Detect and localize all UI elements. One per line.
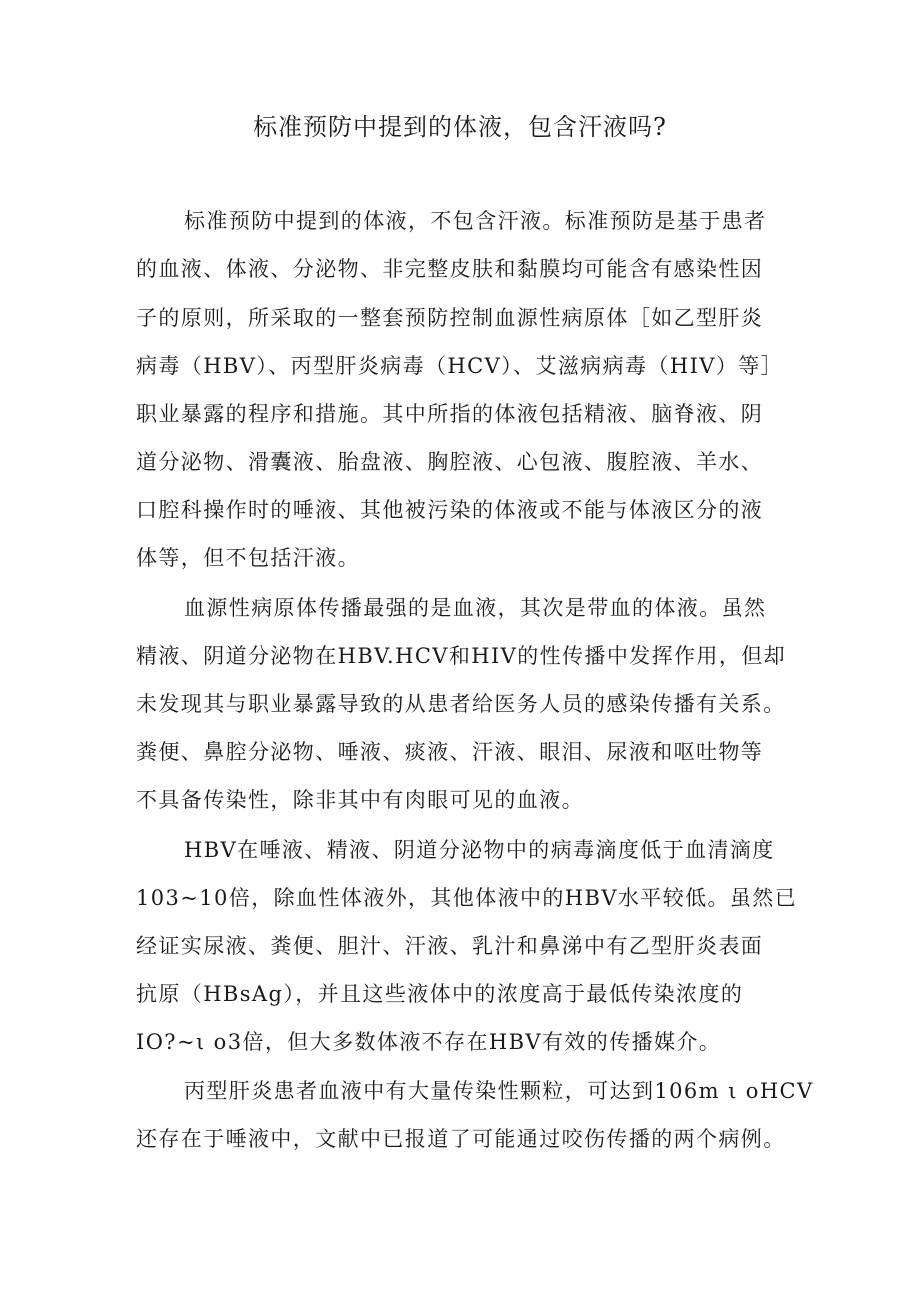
paragraph-2-line-5: 不具备传染性，除非其中有肉眼可见的血液。 [136, 788, 584, 812]
paragraph-3-line-4: 抗原（HBsAg），并且这些液体中的浓度高于最低传染浓度的 [136, 982, 744, 1006]
paragraph-2-line-1: 血源性病原体传播最强的是血液，其次是带血的体液。虽然 [184, 596, 767, 620]
paragraph-1-line-4: 病毒（HBV）、丙型肝炎病毒（HCV）、艾滋病病毒（HIV）等］ [136, 354, 784, 378]
paragraph-1-line-3: 子的原则，所采取的一整套预防控制血源性病原体［如乙型肝炎 [136, 306, 764, 330]
paragraph-3-line-1: HBV在唾液、精液、阴道分泌物中的病毒滴度低于血清滴度 [184, 838, 775, 862]
paragraph-1-line-5: 职业暴露的程序和措施。其中所指的体液包括精液、脑脊液、阴 [136, 402, 764, 426]
paragraph-2-line-4: 粪便、鼻腔分泌物、唾液、痰液、汗液、眼泪、尿液和呕吐物等 [136, 740, 764, 764]
paragraph-2-line-3: 未发现其与职业暴露导致的从患者给医务人员的感染传播有关系。 [136, 692, 786, 716]
document-title: 标准预防中提到的体液，包含汗液吗? [253, 113, 667, 141]
paragraph-3-line-3: 经证实尿液、粪便、胆汁、汗液、乳汁和鼻涕中有乙型肝炎表面 [136, 934, 764, 958]
paragraph-1-line-6: 道分泌物、滑囊液、胎盘液、胸腔液、心包液、腹腔液、羊水、 [136, 450, 764, 474]
paragraph-2-line-2: 精液、阴道分泌物在HBV.HCV和HIV的性传播中发挥作用，但却 [136, 644, 787, 668]
paragraph-3-line-5: IO?~ι o3倍，但大多数体液不存在HBV有效的传播媒介。 [136, 1030, 722, 1054]
paragraph-1-line-2: 的血液、体液、分泌物、非完整皮肤和黏膜均可能含有感染性因 [136, 257, 764, 281]
paragraph-4-line-1: 丙型肝炎患者血液中有大量传染性颗粒，可达到106m ι oHCV [184, 1079, 814, 1103]
paragraph-1-line-1: 标准预防中提到的体液，不包含汗液。标准预防是基于患者 [184, 209, 767, 233]
paragraph-1-line-7: 口腔科操作时的唾液、其他被污染的体液或不能与体液区分的液 [136, 498, 764, 522]
paragraph-4-line-2: 还存在于唾液中，文献中已报道了可能通过咬伤传播的两个病例。 [136, 1127, 786, 1151]
paragraph-3-line-2: 103~10倍，除血性体液外，其他体液中的HBV水平较低。虽然已 [136, 886, 798, 910]
paragraph-1-line-8: 体等，但不包括汗液。 [136, 546, 360, 570]
